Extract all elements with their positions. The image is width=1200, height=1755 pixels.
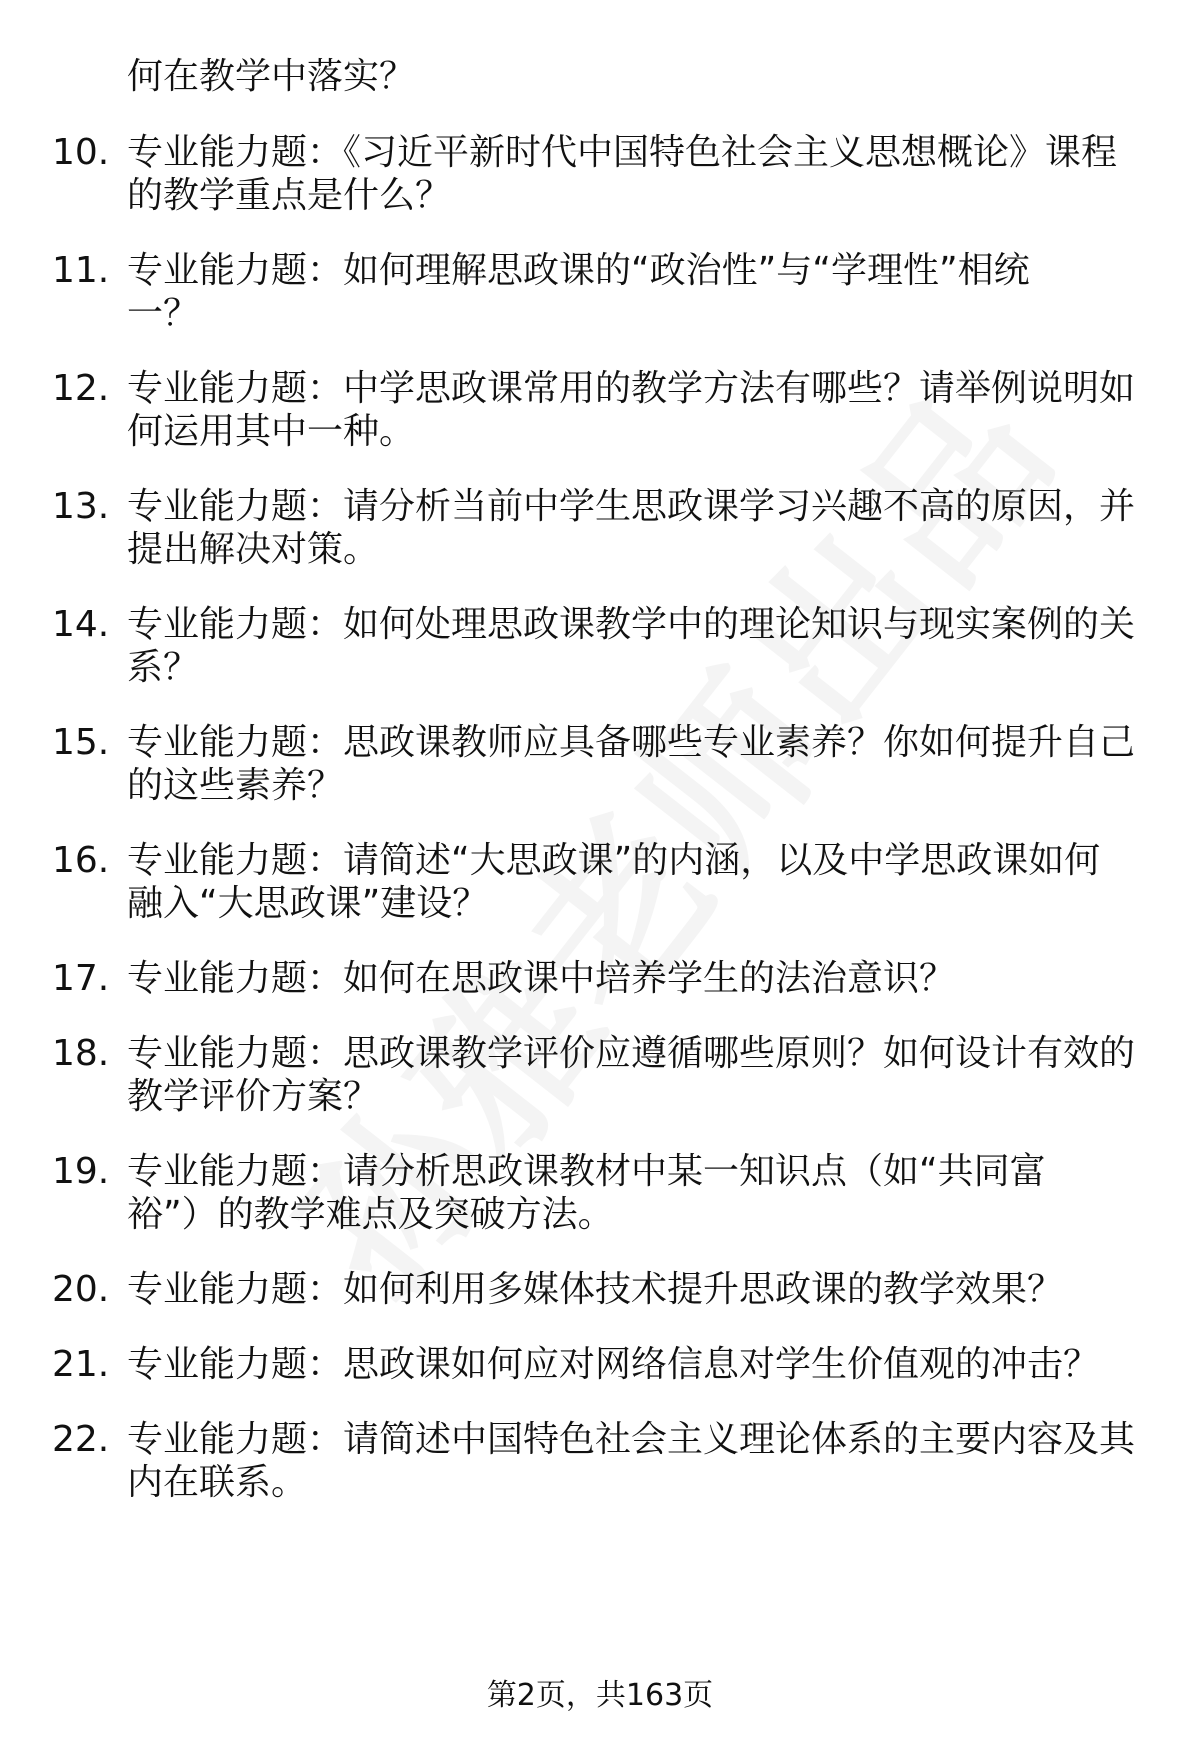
- question-text-line1: 专业能力题：如何理解思政课的“政治性”与“学理性”相统: [127, 250, 1030, 291]
- question-text-line2: 提出解决对策。: [127, 529, 380, 570]
- question-number: 17.: [52, 958, 110, 999]
- question-text-line1: 专业能力题：中学思政课常用的教学方法有哪些？请举例说明如: [127, 368, 1136, 409]
- question-text-line2: 裕”）的教学难点及突破方法。: [127, 1194, 614, 1235]
- question-number: 21.: [52, 1344, 110, 1385]
- question-number: 11.: [52, 250, 110, 291]
- question-text-line2: 融入“大思政课”建设？: [127, 883, 489, 924]
- question-number: 16.: [52, 840, 110, 881]
- question-text-line2: 的教学重点是什么？: [127, 175, 452, 216]
- question-text-line2: 教学评价方案？: [127, 1076, 380, 1117]
- question-text-line2: 内在联系。: [127, 1462, 308, 1503]
- question-text-line1: 专业能力题：思政课教师应具备哪些专业素养？你如何提升自己: [127, 722, 1136, 763]
- question-text-line1: 专业能力题：请简述中国特色社会主义理论体系的主要内容及其: [127, 1419, 1136, 1460]
- question-text-line2: 的这些素养？: [127, 765, 344, 806]
- question-text-line1: 专业能力题：思政课如何应对网络信息对学生价值观的冲击？: [127, 1344, 1100, 1385]
- question-text-line1: 专业能力题：如何在思政课中培养学生的法治意识？: [127, 958, 956, 999]
- question-text-line1: 专业能力题：如何处理思政课教学中的理论知识与现实案例的关: [127, 604, 1136, 645]
- question-number: 18.: [52, 1033, 110, 1074]
- question-number: 19.: [52, 1151, 110, 1192]
- question-number: 22.: [52, 1419, 110, 1460]
- question-text-line1: 专业能力题：《习近平新时代中国特色社会主义思想概论》课程: [127, 132, 1118, 173]
- question-number: 13.: [52, 486, 110, 527]
- question-text-line2: 何运用其中一种。: [127, 411, 416, 452]
- question-text-line1: 专业能力题：思政课教学评价应遵循哪些原则？如何设计有效的: [127, 1033, 1136, 1074]
- question-number: 15.: [52, 722, 110, 763]
- question-number: 12.: [52, 368, 110, 409]
- question-text-line1: 专业能力题：请分析当前中学生思政课学习兴趣不高的原因，并: [127, 486, 1136, 527]
- question-number: 10.: [52, 132, 110, 173]
- question-text-line2: 一？: [127, 293, 200, 334]
- question-text-line1: 专业能力题：请简述“大思政课”的内涵，以及中学思政课如何: [127, 840, 1101, 881]
- question-number: 14.: [52, 604, 110, 645]
- question-number: 20.: [52, 1269, 110, 1310]
- question-text-line2: 系？: [127, 647, 200, 688]
- continuation-line: 何在教学中落实？: [127, 56, 416, 97]
- page-number-footer: 第2页，共163页: [486, 1678, 714, 1713]
- question-text-line1: 专业能力题：如何利用多媒体技术提升思政课的教学效果？: [127, 1269, 1064, 1310]
- question-text-line1: 专业能力题：请分析思政课教材中某一知识点（如“共同富: [127, 1151, 1046, 1192]
